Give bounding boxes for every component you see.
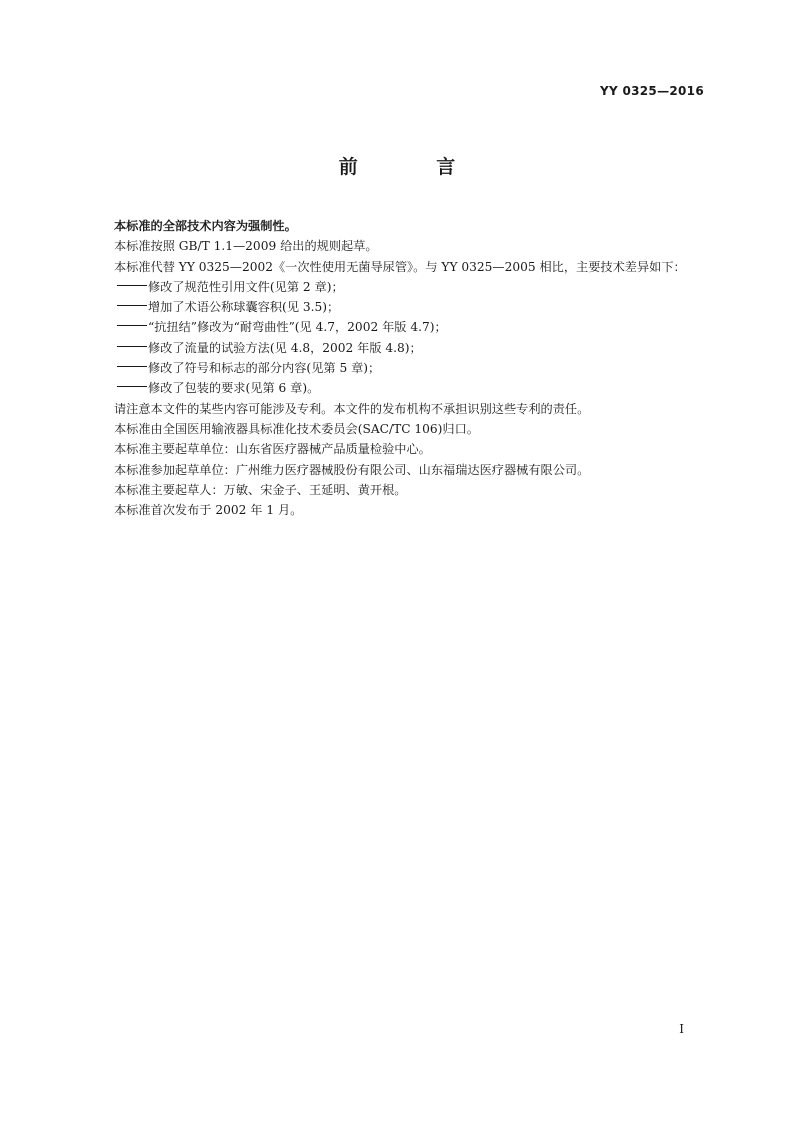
em-dash-icon: [117, 285, 147, 286]
paragraph-participating-units: 本标准参加起草单位：广州维力医疗器械股份有限公司、山东福瑞达医疗器械有限公司。: [114, 462, 590, 477]
change-item: [90, 358, 704, 378]
paragraph-replacement: 本标准代替 YY 0325—2002《一次性使用无菌导尿管》。与 YY 0325—2005 相比，主要技术差异如下：: [114, 259, 686, 274]
em-dash-icon: [117, 325, 147, 326]
change-item-text: 修改了符号和标志的部分内容(见第 5 章)；: [148, 361, 381, 376]
em-dash-icon: [117, 305, 147, 306]
change-item-text: 修改了流量的试验方法(见 4.8，2002 年版 4.8)；: [148, 340, 422, 355]
paragraph-patent-notice: 请注意本文件的某些内容可能涉及专利。本文件的发布机构不承担识别这些专利的责任。: [114, 401, 590, 416]
page-title: 前 言: [338, 156, 492, 178]
change-item: [90, 317, 704, 337]
paragraph-committee: 本标准由全国医用输液器具标准化技术委员会(SAC/TC 106)归口。: [114, 421, 479, 436]
em-dash-icon: [117, 346, 147, 347]
paragraph-drafters: 本标准主要起草人：万敏、宋金子、王延明、黄开根。: [114, 482, 407, 497]
em-dash-icon: [117, 366, 147, 367]
change-item: [90, 338, 704, 358]
paragraph-drafting-rules: 本标准按照 GB/T 1.1—2009 给出的规则起草。: [114, 239, 378, 254]
page-number: I: [679, 1022, 684, 1036]
paragraph-main-drafter-unit: 本标准主要起草单位：山东省医疗器械产品质量检验中心。: [114, 442, 431, 457]
change-item-text: 修改了包装的要求(见第 6 章)。: [148, 381, 320, 396]
em-dash-icon: [117, 386, 147, 387]
paragraph-first-release: 本标准首次发布于 2002 年 1 月。: [114, 503, 303, 518]
change-item: [90, 378, 704, 398]
document-body: [90, 216, 704, 520]
change-item: [90, 297, 704, 317]
standard-code: YY 0325—2016: [600, 84, 704, 98]
change-item-text: 修改了规范性引用文件(见第 2 章)；: [148, 279, 344, 294]
paragraph-mandatory: 本标准的全部技术内容为强制性。: [114, 219, 297, 233]
change-item-text: “抗扭结”修改为“耐弯曲性”(见 4.7，2002 年版 4.7)；: [148, 320, 447, 335]
change-item: [90, 277, 704, 297]
change-item-text: 增加了术语公称球囊容积(见 3.5)；: [148, 300, 340, 315]
